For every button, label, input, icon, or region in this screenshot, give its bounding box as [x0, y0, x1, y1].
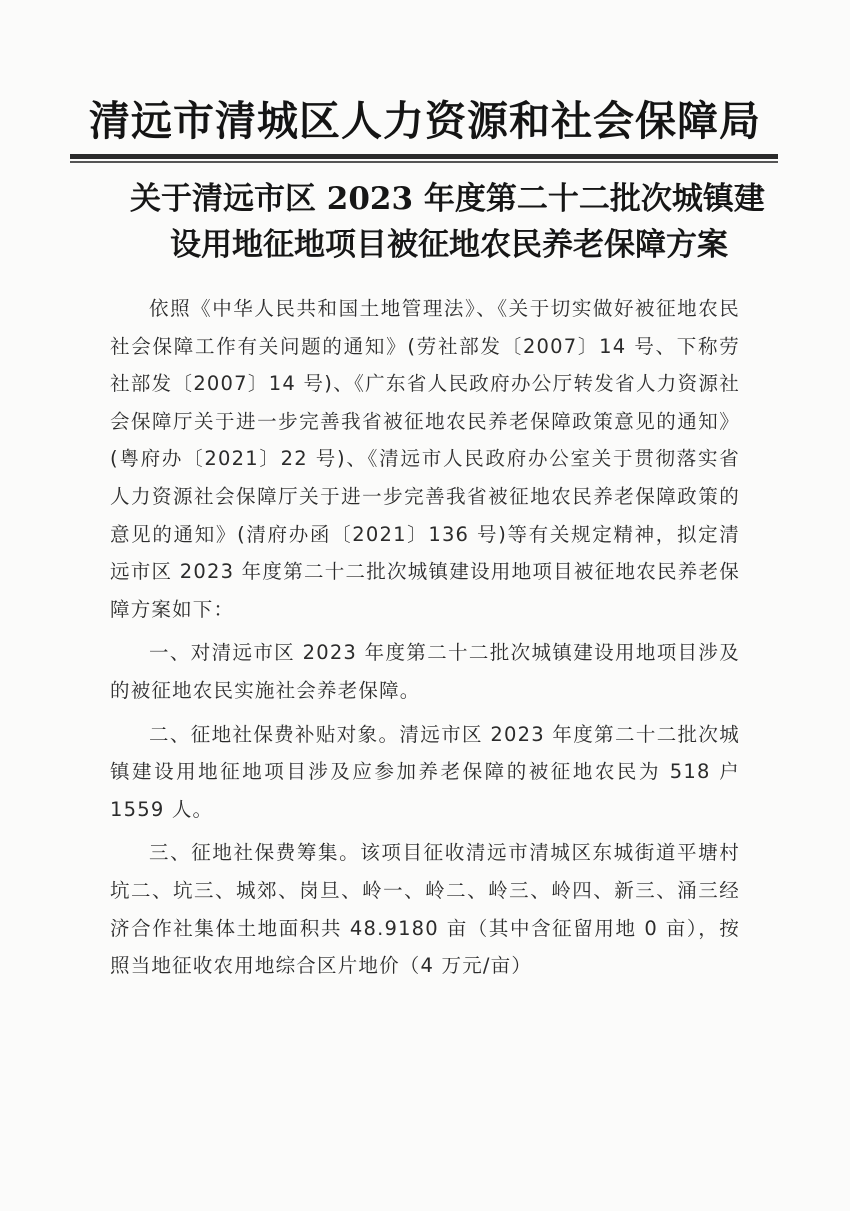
agency-header: 清远市清城区人力资源和社会保障局	[89, 97, 761, 145]
header-rule-thin	[70, 161, 778, 163]
paragraph-item-2: 二、征地社保费补贴对象。清远市区 2023 年度第二十二批次城镇建设用地征地项目涉及应参加养老保障的被征地农民为 518 户 1559 人。	[110, 722, 740, 821]
paragraph-preamble: 依照《中华人民共和国土地管理法》、《关于切实做好被征地农民社会保障工作有关问题的通知》(劳社部发〔2007〕14 号、下称劳社部发〔2007〕14 号)、《广东省人民政府办公厅转发省人力资源社会保障厅关于进一步完善我省被征地农民养老保障政策意见的通知》(粤府办〔2021〕22 号)、《清远市人民政府办公室关于贯彻落实省人力资源社会保障厅关于进一步完善我省被征地农民养老保障政策的意见的通知》(清府办函〔2021〕136 号)等有关规定精神，拟定清远市区 2023 年度第二十二批次城镇建设用地项目被征地农民养老保障方案如下：	[110, 297, 740, 621]
paragraph-item-1: 一、对清远市区 2023 年度第二十二批次城镇建设用地项目涉及的被征地农民实施社会养老保障。	[110, 641, 740, 702]
header-rule-thick	[70, 154, 778, 159]
document-title-line-2: 设用地征地项目被征地农民养老保障方案	[170, 227, 728, 263]
document-title	[90, 176, 780, 268]
document-title-line-1: 关于清远市区 2023 年度第二十二批次城镇建	[130, 181, 765, 217]
paragraph-item-3: 三、征地社保费筹集。该项目征收清远市清城区东城街道平塘村坑二、坑三、城郊、岗旦、岭一、岭二、岭三、岭四、新三、涌三经济合作社集体土地面积共 48.9180 亩（其中含征留用地 0 亩），按照当地征收农用地综合区片地价（4 万元/亩）	[110, 841, 740, 978]
document-body	[110, 290, 740, 991]
